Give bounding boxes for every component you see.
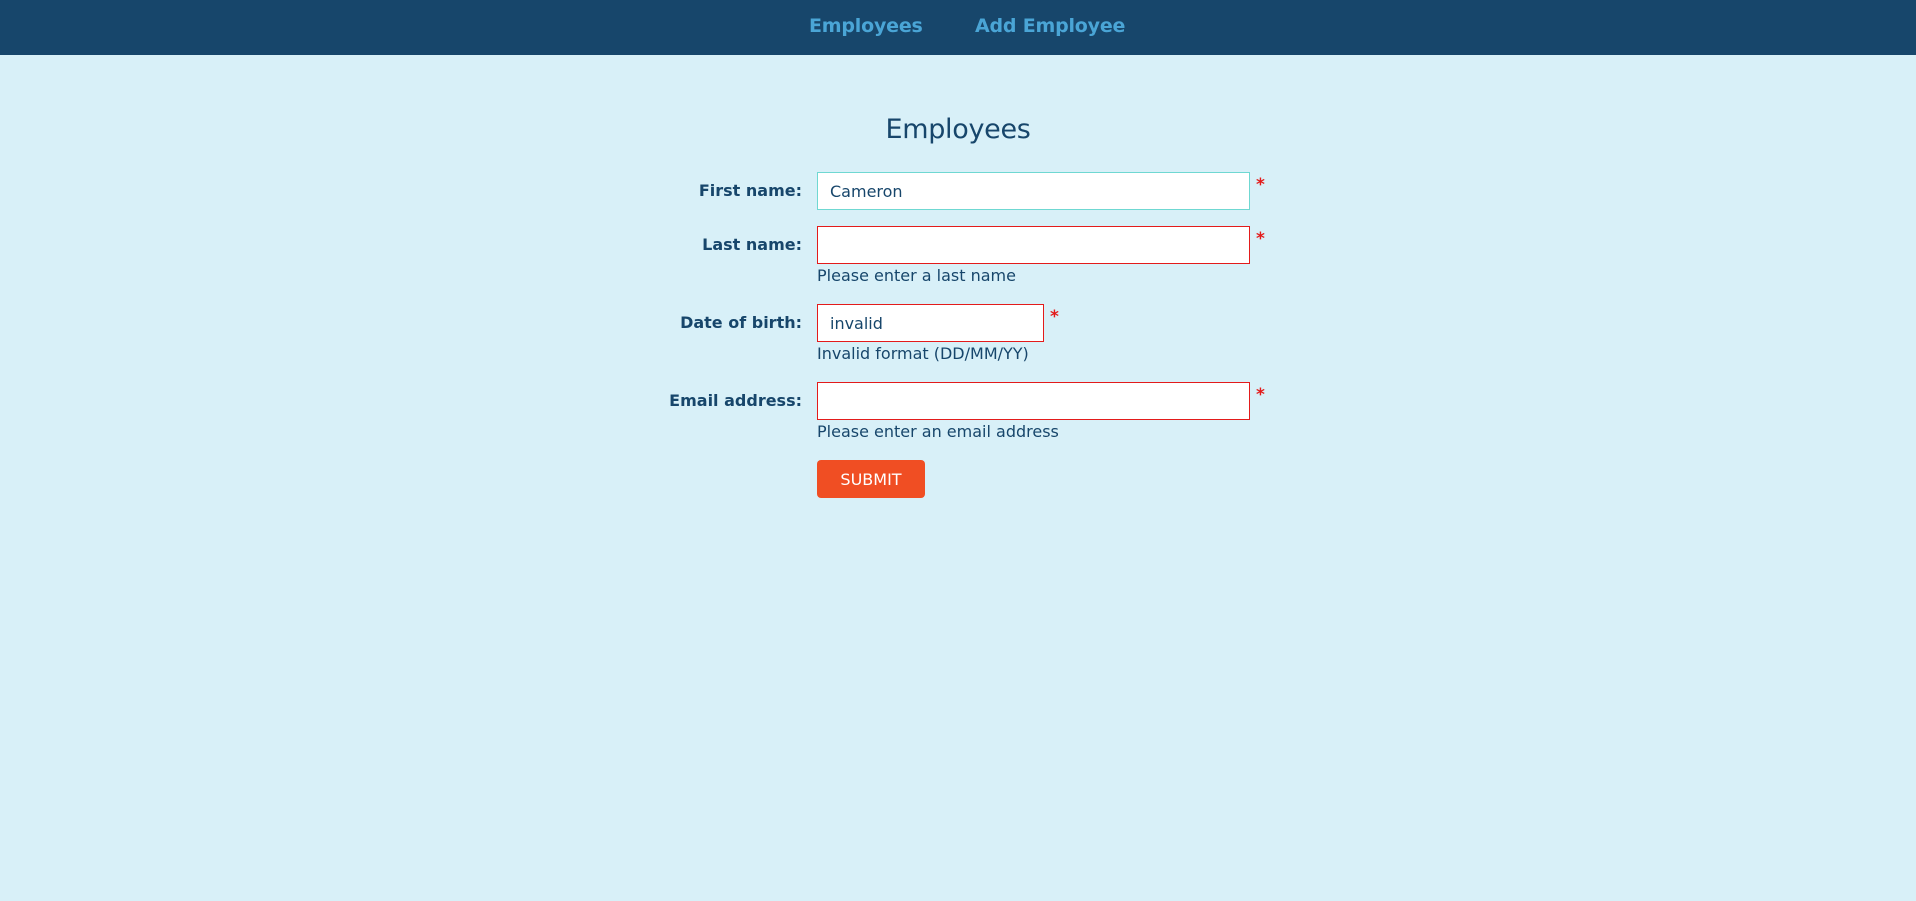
last-name-input[interactable] — [817, 226, 1250, 264]
date-of-birth-required-marker: * — [1050, 307, 1059, 327]
first-name-label: First name: — [698, 181, 802, 200]
top-nav — [0, 0, 1916, 55]
last-name-error: Please enter a last name — [817, 266, 1016, 285]
page-title: Employees — [885, 114, 1031, 145]
first-name-required-marker: * — [1256, 175, 1265, 195]
nav-link-add-employee[interactable]: Add Employee — [975, 15, 1126, 37]
email-required-marker: * — [1256, 385, 1265, 405]
date-of-birth-label: Date of birth: — [680, 313, 802, 332]
nav-link-employees[interactable]: Employees — [809, 15, 923, 37]
submit-button[interactable]: SUBMIT — [817, 460, 925, 498]
email-error: Please enter an email address — [817, 422, 1059, 441]
first-name-input[interactable] — [817, 172, 1250, 210]
email-label: Email address: — [669, 391, 802, 410]
date-of-birth-input[interactable] — [817, 304, 1044, 342]
email-input[interactable] — [817, 382, 1250, 420]
date-of-birth-error: Invalid format (DD/MM/YY) — [817, 344, 1029, 363]
last-name-label: Last name: — [702, 235, 802, 254]
last-name-required-marker: * — [1256, 229, 1265, 249]
